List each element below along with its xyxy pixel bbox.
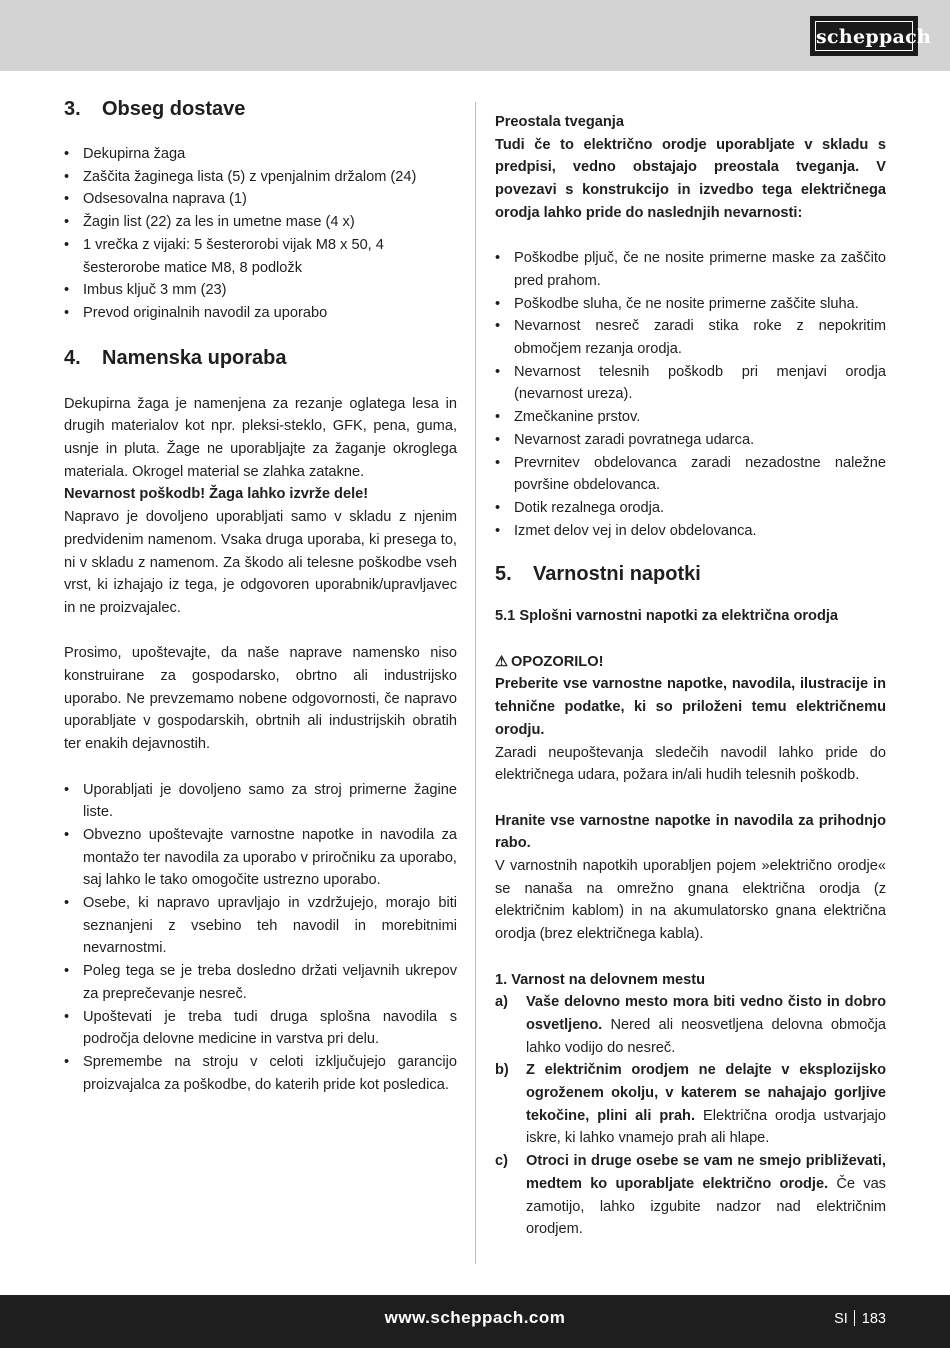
item-text: Nered ali neosvetljena delovna območja lahko vodijo do nesreč. [526,1016,886,1056]
residual-risks-intro: Tudi če to električno orodje uporabljate v skladu s predpisi, vedno obstajajo preostala tveganja. V povezavi s konstrukcijo in izvedbo tega električnega orodja lahko pride do naslednjih nevarnosti: [495,136,886,221]
page-number [834,1310,886,1327]
list-item: • Zaščita žaginega lista (5) z vpenjalnim držalom (24) [64,166,457,189]
section-5-number: 5. [495,563,512,586]
list-item: • Nevarnost zaradi povratnega udarca. [495,429,886,452]
page-header [0,0,950,71]
item-label: b) [495,1062,509,1079]
section-5-title: Varnostni napotki [533,563,701,586]
item-text: Električna orodja ustvarjajo iskre, ki lahko vnamejo prah ali hlape. [526,1107,886,1147]
list-item: • Dekupirna žaga [64,143,457,166]
list-item: • Poškodbe sluha, če ne nosite primerne zaščite sluha. [495,293,886,316]
subsection-5-1-title: 5.1 Splošni varnostni napotki za električna orodja [495,608,839,625]
logo-text: scheppach [815,21,913,51]
work-safety-item-b [495,1059,886,1150]
read-instructions-text: Zaradi neupoštevanja sledečih navodil lahko pride do električnega udara, požara in/ali hudih telesnih poškodb. [495,744,886,784]
work-safety-item-c [495,1150,886,1241]
left-column [64,96,457,1096]
list-item: • Nevarnost nesreč zaradi stika roke z nepokritim območjem rezanja orodja. [495,315,886,360]
warning-label-text: OPOZORILO! [511,653,604,670]
page-footer [0,1295,950,1348]
page-number-value: 183 [861,1311,886,1327]
list-item: • Žagin list (22) za les in umetne mase (4 x) [64,211,457,234]
intended-use-paragraph: Dekupirna žaga je namenjena za rezanje oglatega lesa in drugih materialov kot npr. pleksi-steklo, GFK, pena, guma, usnje in pluta. Žage ne uporabljajte za žaganje okroglega materiala. Okrogel material se zlahka zatakne. [64,395,457,480]
list-item: • Osebe, ki napravo upravljajo in vzdržujejo, morajo biti seznanjeni z vsebino teh navodil in morebitnimi nevarnostmi. [64,892,457,960]
read-instructions-bold: Preberite vse varnostne napotke, navodila, ilustracije in tehnične podatke, ki so priloženi temu električnemu orodju. [495,676,886,738]
section-5-heading [495,561,886,587]
scheppach-logo [810,16,932,56]
item-text: Če vas zamotijo, lahko izgubite nadzor nad električnim orodjem. [526,1175,886,1238]
language-code: SI [834,1311,848,1327]
right-column [495,111,886,1241]
delivery-list [64,143,457,325]
list-item: • Dotik rezalnega orodja. [495,497,886,520]
section-4-number: 4. [64,346,81,369]
list-item: • Poleg tega se je treba dosledno držati veljavnih ukrepov za preprečevanje nesreč. [64,960,457,1005]
residual-risks-list [495,247,886,542]
section-4-heading [64,345,457,371]
list-item: • Imbus ključ 3 mm (23) [64,279,457,302]
item-label: a) [495,994,508,1011]
column-divider [475,102,476,1264]
usage-list [64,779,457,1097]
item-bold-text: Vaše delovno mesto mora biti vedno čisto in dobro osvetljeno. [526,994,886,1033]
list-item: • Poškodbe pljuč, če ne nosite primerne maske za zaščito pred prahom. [495,247,886,292]
work-safety-title: 1. Varnost na delovnem mestu [495,971,706,988]
injury-warning: Nevarnost poškodb! Žaga lahko izvrže dele! [64,486,369,503]
website-link[interactable]: www.scheppach.com [384,1308,566,1327]
list-item: • Nevarnost telesnih poškodb pri menjavi orodja (nevarnost ureza). [495,361,886,406]
item-label: c) [495,1153,508,1170]
list-item: • 1 vrečka z vijaki: 5 šesterorobi vijak M8 x 50, 4 šesterorobe matice M8, 8 podložk [64,234,413,279]
section-3-title: Obseg dostave [102,98,246,120]
warning-icon: ⚠ [495,653,509,670]
work-safety-item-a [495,991,886,1059]
list-item: • Uporabljati je dovoljeno samo za stroj primerne žagine liste. [64,779,457,824]
section-4-title: Namenska uporaba [102,346,287,369]
keep-instructions-bold: Hranite vse varnostne napotke in navodila za prihodnjo rabo. [495,812,886,852]
list-item: • Odsesovalna naprava (1) [64,188,457,211]
keep-instructions-text: V varnostnih napotkih uporabljen pojem »električno orodje« se nanaša na omrežno gnana električna orodja (z električnim kablom) in na akumulatorsko gnana električna orodja (brez električnega kabla). [495,858,886,943]
warning-label [495,651,886,674]
list-item: • Zmečkanine prstov. [495,406,886,429]
page-separator [854,1310,855,1326]
list-item: • Izmet delov vej in delov obdelovanca. [495,520,886,543]
section-3-heading [64,96,457,122]
commercial-use-paragraph: Prosimo, upoštevajte, da naše naprave namensko niso konstruirane za gospodarsko, obrtno ali industrijsko uporabo. Ne prevzemamo nobene odgovornosti, če napravo uporabljate v gospodarskih, obrtnih ali industrijskih obratih ter enakih dejavnostih. [64,645,457,753]
list-item: • Spremembe na stroju v celoti izključujejo garancijo proizvajalca za poškodbe, do katerih pride kot posledica. [64,1051,457,1096]
usage-paragraph: Napravo je dovoljeno uporabljati samo v skladu z njenim predvidenim namenom. Vsaka druga uporaba, ki presega to, ni v skladu z namenom. Za škodo ali telesne poškodbe vseh vrst, ki izhajajo iz tega, je odgovoren uporabnik/upravljavec in ne proizvajalec. [64,509,457,616]
list-item: • Upoštevati je treba tudi druga splošna navodila s področja delovne medicine in varstva pri delu. [64,1006,457,1051]
residual-risks-title: Preostala tveganja [495,114,624,130]
list-item: • Obvezno upoštevajte varnostne napotke in navodila za montažo ter navodila za uporabo v priročniku za uporabo, saj lahko le tako omogočite ustrezno uporabo. [64,824,457,892]
item-bold-text: Z električnim orodjem ne delajte v eksplozijsko ogroženem okolju, v katerem se nahajajo gorljive tekočine, plini ali prah. [526,1062,886,1124]
list-item: • Prevod originalnih navodil za uporabo [64,302,457,325]
section-3-number: 3. [64,98,81,120]
item-bold-text: Otroci in druge osebe se vam ne smejo približevati, medtem ko uporabljate električno orodje. [526,1153,886,1192]
list-item: • Prevrnitev obdelovanca zaradi nezadostne naležne površine obdelovanca. [495,452,886,497]
